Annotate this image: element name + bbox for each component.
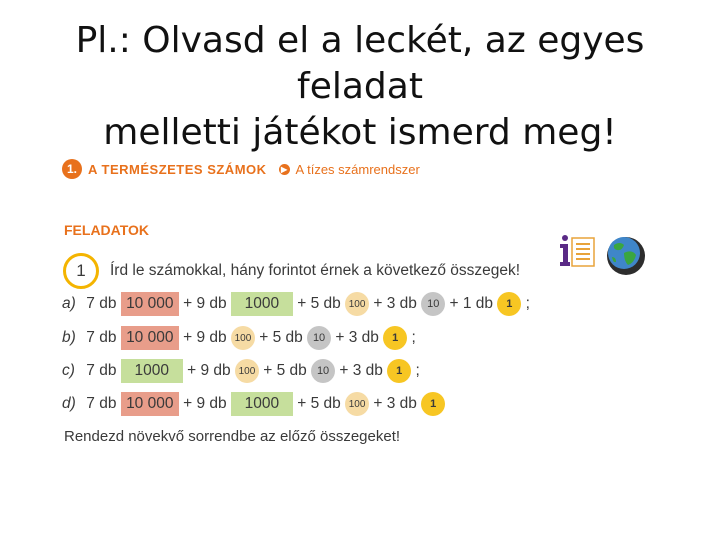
arrow-right-icon: ▶ [279, 164, 290, 175]
coin-1: 1 [421, 392, 445, 416]
coin-1: 1 [497, 292, 521, 316]
row-text: + 9 db [178, 329, 231, 346]
globe-icon [604, 233, 648, 277]
chapter-title: A TERMÉSZETES SZÁMOK [88, 161, 267, 177]
row-end: ; [411, 362, 420, 379]
row-text: 7 db [82, 329, 121, 346]
coin-10: 10 [421, 292, 445, 316]
coin-1: 1 [387, 359, 411, 383]
banknote-10000: 10 000 [121, 292, 179, 316]
row-label: b) [62, 329, 76, 346]
row-text: + 3 db [331, 329, 384, 346]
exercise-row-d [62, 392, 445, 416]
row-label: c) [62, 362, 75, 379]
row-text: 7 db [82, 395, 121, 412]
banknote-10000: 10 000 [121, 326, 179, 350]
row-text: + 3 db [335, 362, 388, 379]
chapter-header [62, 157, 420, 181]
exercise-row-b [62, 326, 416, 350]
row-text: 7 db [82, 295, 121, 312]
row-text: + 1 db [445, 295, 498, 312]
row-text: + 9 db [182, 362, 235, 379]
row-text: 7 db [82, 362, 121, 379]
coin-100: 100 [345, 392, 369, 416]
coin-1: 1 [383, 326, 407, 350]
footer-instruction: Rendezd növekvő sorrendbe az előző összegeket! [64, 428, 401, 445]
slide-title [20, 18, 700, 156]
coin-10: 10 [311, 359, 335, 383]
banknote-1000: 1000 [231, 292, 293, 316]
row-text: + 5 db [292, 295, 346, 312]
banknote-1000: 1000 [231, 392, 293, 416]
row-text: + 3 db [369, 295, 422, 312]
row-text: + 9 db [178, 395, 231, 412]
task-number-badge: 1 [63, 253, 99, 289]
task-instruction: Írd le számokkal, hány forintot érnek a következő összegek! [110, 262, 521, 279]
coin-100: 100 [345, 292, 369, 316]
row-text: + 3 db [369, 395, 422, 412]
banknote-10000: 10 000 [121, 392, 179, 416]
row-text: + 5 db [254, 329, 308, 346]
row-end: ; [521, 295, 530, 312]
coin-100: 100 [231, 326, 255, 350]
exercise-row-c [62, 359, 420, 383]
slide-title-line-1: Pl.: Olvasd el a leckét, az egyes feladat [75, 20, 645, 107]
row-text: + 5 db [258, 362, 312, 379]
tasks-heading: FELADATOK [64, 222, 150, 238]
banknote-1000: 1000 [121, 359, 183, 383]
row-label: d) [62, 395, 76, 412]
chapter-number: 1. [62, 159, 82, 179]
row-label: a) [62, 295, 76, 312]
row-text: + 9 db [178, 295, 231, 312]
subsection-title: A tízes számrendszer [295, 161, 420, 177]
coin-100: 100 [235, 359, 259, 383]
coin-10: 10 [307, 326, 331, 350]
slide-title-line-2: melletti játékot ismerd meg! [103, 112, 617, 153]
exercise-row-a [62, 292, 530, 316]
row-text: + 5 db [292, 395, 346, 412]
info-document-icon [556, 232, 598, 272]
row-end: ; [407, 329, 416, 346]
